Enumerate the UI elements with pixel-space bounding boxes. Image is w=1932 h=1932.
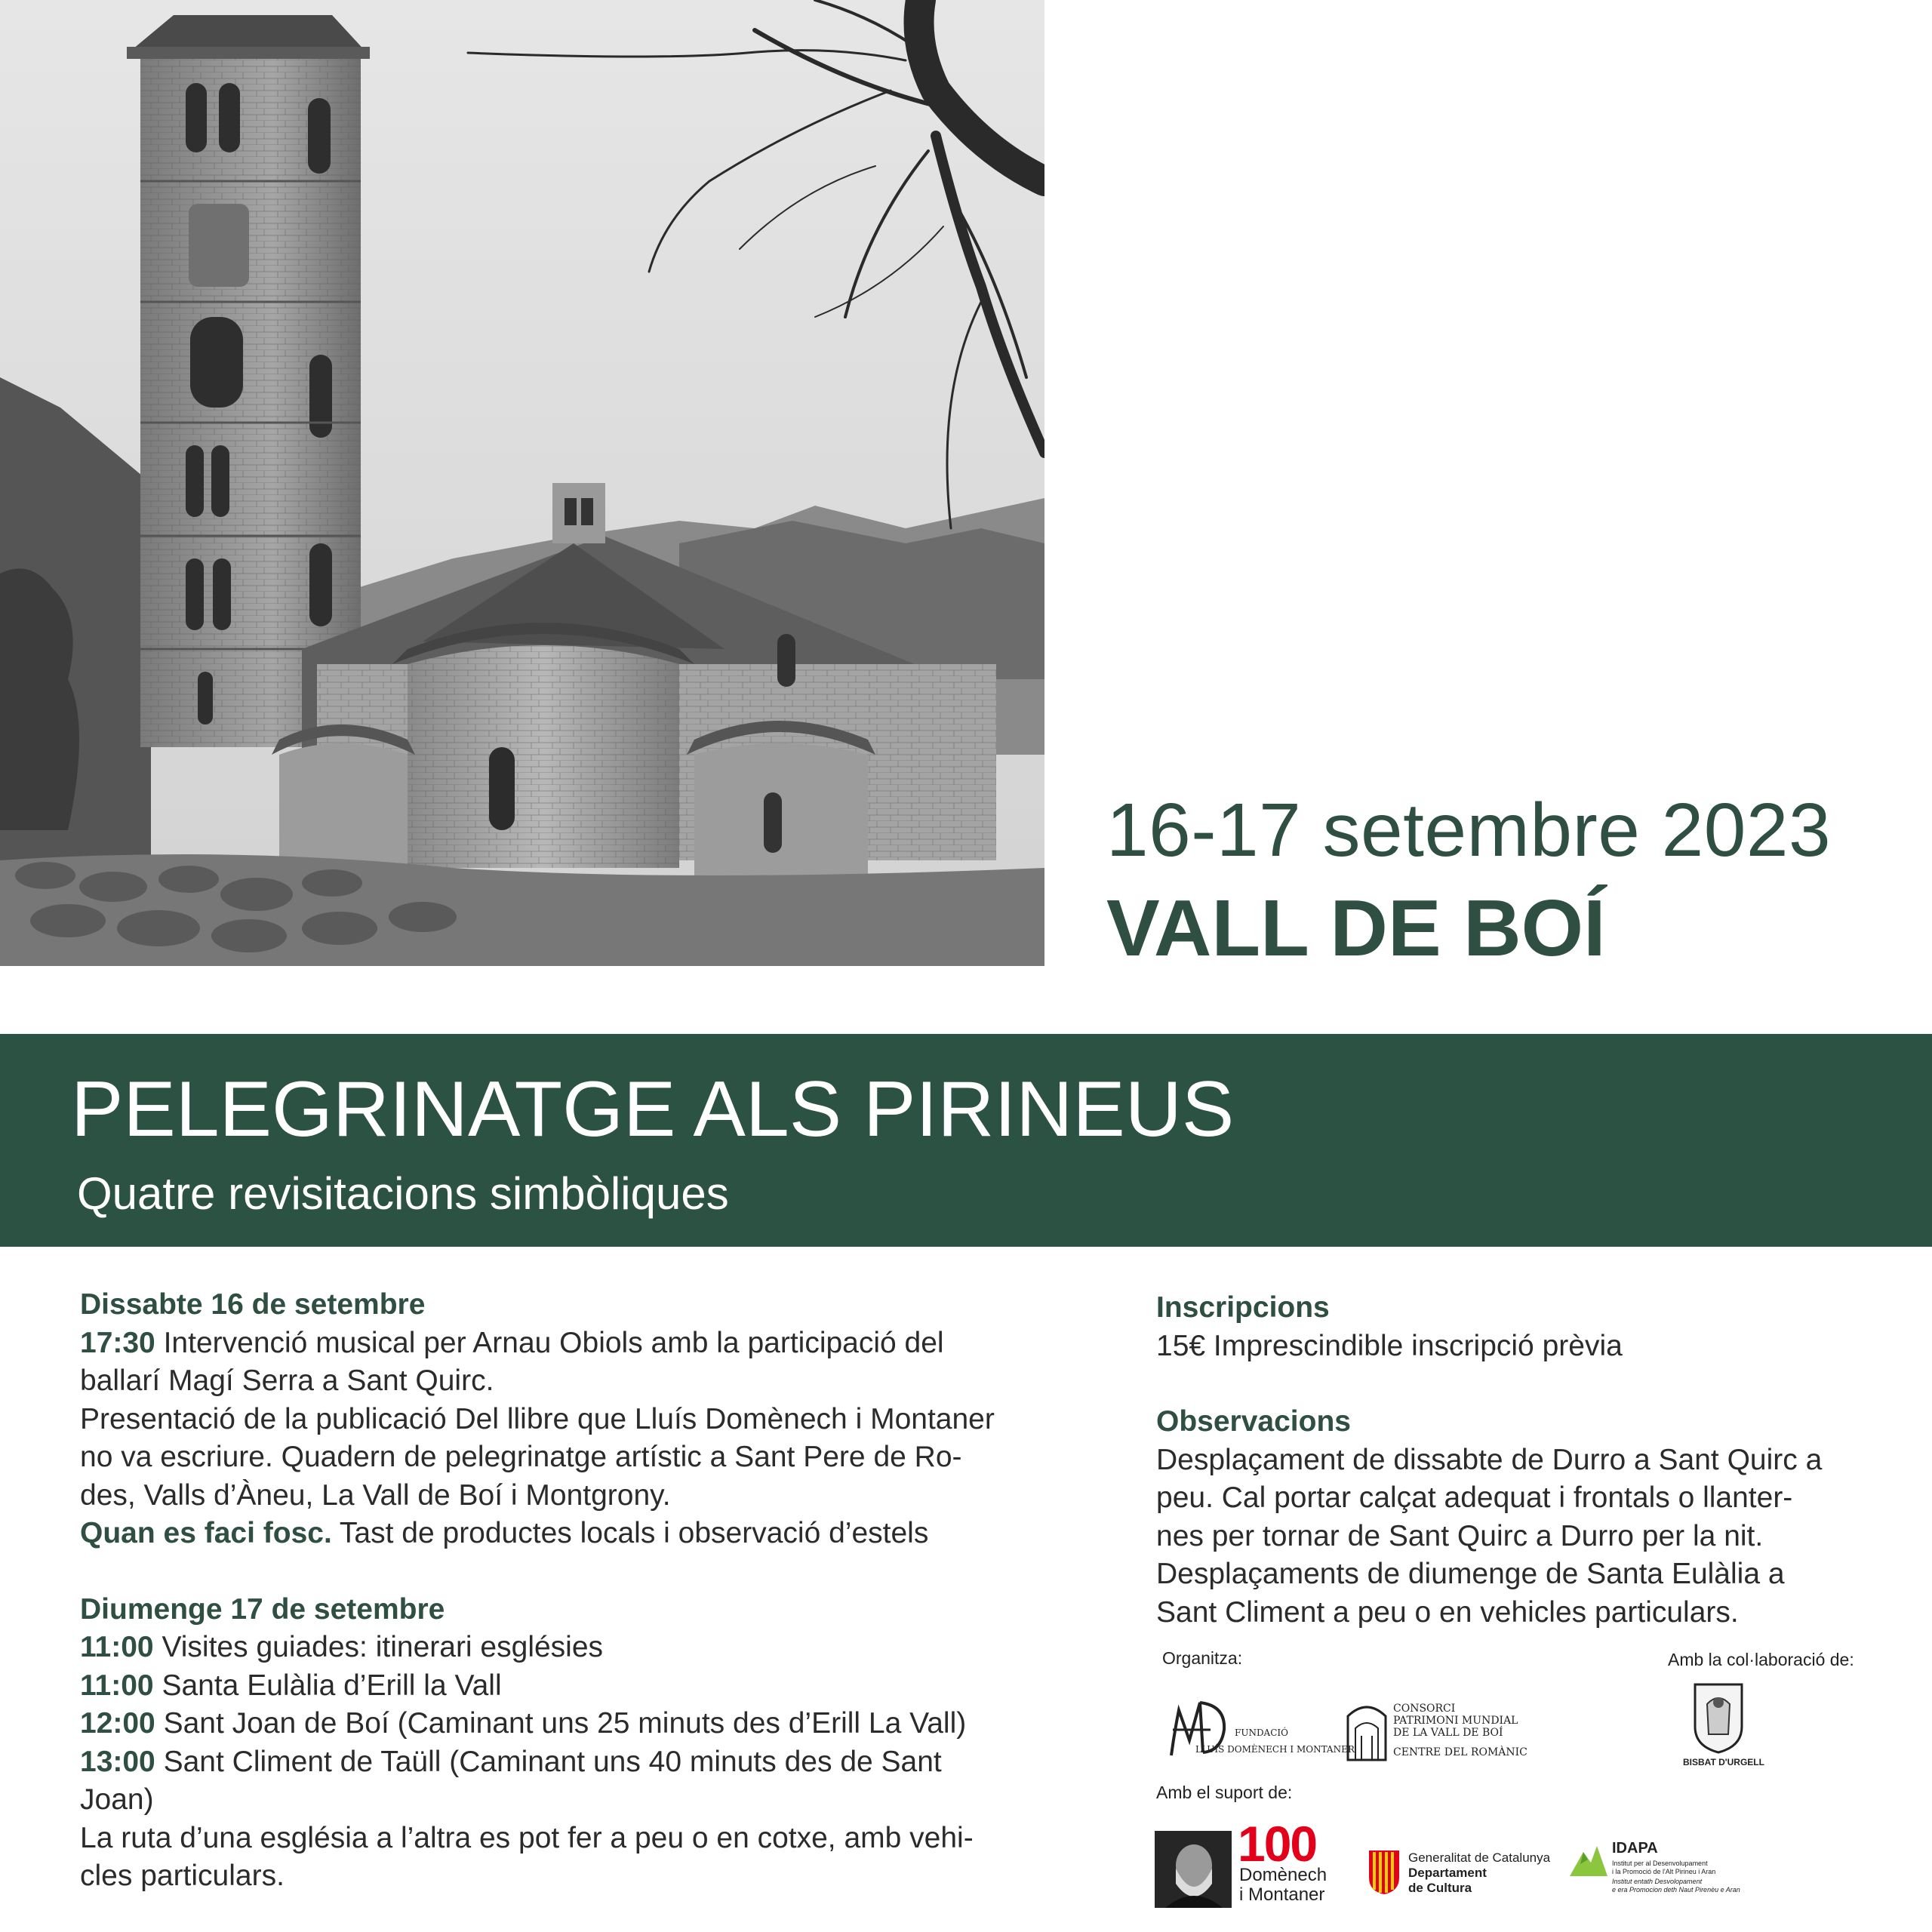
program-time: 11:00 <box>80 1669 154 1702</box>
program-text: Intervenció musical per Arnau Obiols amb la participació del <box>155 1326 944 1359</box>
observation-line: Sant Climent a peu o en vehicles particulars. <box>1156 1595 1739 1629</box>
idapa-line1: Institut per al Desenvolupament <box>1612 1860 1708 1867</box>
program-column <box>80 1286 1091 1896</box>
event-place: VALL DE BOÍ <box>1106 884 1606 973</box>
program-text: ballarí Magí Serra a Sant Quirc. <box>80 1364 494 1397</box>
program-text: Sant Climent de Taüll (Caminant uns 40 minuts des de Sant <box>155 1745 942 1778</box>
program-time: Quan es faci fosc. <box>80 1517 332 1549</box>
bisbat-name: BISBAT D'URGELL <box>1683 1757 1764 1767</box>
generalitat-logo <box>1367 1847 1571 1900</box>
program-text: Joan) <box>80 1783 154 1816</box>
senyera-shield-icon <box>1367 1849 1401 1896</box>
observation-line: Desplaçament de dissabte de Durro a Sant Quirc a <box>1156 1443 1823 1476</box>
consorci-line3: DE LA VALL DE BOÍ <box>1393 1727 1503 1739</box>
generalitat-line2: Departament <box>1408 1866 1487 1880</box>
program-text: Tast de productes locals i observació d’estels <box>331 1517 929 1549</box>
sunday-program <box>80 1629 1091 1896</box>
mountain-icon <box>1570 1841 1607 1876</box>
program-line <box>80 1362 1091 1401</box>
title-banner <box>0 1034 1932 1247</box>
fundacio-logo <box>1165 1687 1355 1763</box>
support-label: Amb el suport de: <box>1156 1783 1293 1802</box>
program-text: no va escriure. Quadern de pelegrinatge artístic a Sant Pere de Ro- <box>80 1441 962 1473</box>
organizes-label: Organitza: <box>1162 1648 1243 1668</box>
sunday-heading: Diumenge 17 de setembre <box>80 1592 445 1626</box>
bisbat-logo <box>1677 1681 1764 1772</box>
observation-line: peu. Cal portar calçat adequat i frontals o llanter- <box>1156 1481 1793 1514</box>
portrait-icon <box>1155 1831 1232 1908</box>
program-text: des, Valls d’Àneu, La Vall de Boí i Montgrony. <box>80 1478 671 1512</box>
program-text: La ruta d’una església a l’altra es pot fer a peu o en cotxe, amb vehi- <box>80 1821 974 1854</box>
program-text: Visites guiades: itinerari esglésies <box>153 1631 604 1663</box>
program-line <box>80 1477 1091 1515</box>
centenary-number: 100 <box>1238 1816 1317 1872</box>
program-line <box>80 1705 1091 1743</box>
program-text: cles particulars. <box>80 1860 285 1892</box>
saturday-heading: Dissabte 16 de setembre <box>80 1288 426 1321</box>
shield-icon <box>1692 1681 1745 1754</box>
program-text: Presentació de la publicació Del llibre que Lluís Domènech i Montaner <box>80 1402 995 1435</box>
inscriptions-heading: Inscripcions <box>1156 1291 1330 1324</box>
program-line <box>80 1515 1091 1553</box>
fundacio-line1: FUNDACIÓ <box>1235 1727 1288 1738</box>
idapa-logo <box>1570 1840 1743 1908</box>
consorci-line2: PATRIMONI MUNDIAL <box>1393 1715 1518 1727</box>
consorci-line1: CONSORCI <box>1393 1703 1456 1715</box>
church-emblem-icon <box>1345 1698 1389 1761</box>
saturday-program <box>80 1324 1091 1553</box>
program-line <box>80 1324 1091 1363</box>
observation-line: nes per tornar de Sant Quirc a Durro per la nit. <box>1156 1519 1764 1552</box>
centenary-logo <box>1155 1816 1358 1909</box>
collaboration-label: Amb la col·laboració de: <box>1668 1650 1854 1669</box>
idapa-line3: Institut entath Desvolopament <box>1612 1878 1703 1885</box>
program-time: 12:00 <box>80 1707 155 1740</box>
idapa-line4: e era Promocion deth Naut Pirenèu e Aran <box>1612 1886 1740 1894</box>
program-line <box>80 1781 1091 1820</box>
observation-line: Desplaçaments de diumenge de Santa Eulàlia a <box>1156 1558 1785 1590</box>
generalitat-line1: Generalitat de Catalunya <box>1408 1850 1551 1865</box>
program-line <box>80 1820 1091 1858</box>
program-text: Santa Eulàlia d’Erill la Vall <box>153 1669 502 1702</box>
centenary-line2: i Montaner <box>1239 1884 1325 1905</box>
program-time: 13:00 <box>80 1745 155 1778</box>
consorci-logo <box>1345 1698 1527 1766</box>
consorci-line4: CENTRE DEL ROMÀNIC <box>1393 1746 1527 1758</box>
event-dates: 16-17 setembre 2023 <box>1106 788 1832 872</box>
centenary-line1: Domènech <box>1239 1865 1327 1885</box>
program-line <box>80 1743 1091 1782</box>
observations-heading: Observacions <box>1156 1405 1351 1438</box>
program-line <box>80 1401 1091 1439</box>
banner-subtitle: Quatre revisitacions simbòliques <box>77 1168 729 1219</box>
program-line <box>80 1629 1091 1667</box>
banner-title: PELEGRINATGE ALS PIRINEUS <box>71 1066 1235 1153</box>
program-line <box>80 1438 1091 1477</box>
program-line <box>80 1667 1091 1706</box>
inscriptions-text: 15€ Imprescindible inscripció prèvia <box>1156 1329 1623 1362</box>
program-line <box>80 1857 1091 1896</box>
church-photo <box>0 0 1044 966</box>
idapa-name: IDAPA <box>1612 1840 1658 1857</box>
fundacio-line2: LLUÍS DOMÈNECH I MONTANER <box>1195 1744 1355 1755</box>
program-time: 17:30 <box>80 1326 155 1359</box>
event-date-block <box>1106 785 1831 974</box>
program-time: 11:00 <box>80 1631 154 1663</box>
generalitat-line3: de Cultura <box>1408 1881 1472 1895</box>
idapa-line2: i la Promoció de l'Alt Pirineu i Aran <box>1612 1868 1716 1875</box>
info-column <box>1156 1289 1881 1632</box>
program-text: Sant Joan de Boí (Caminant uns 25 minuts des d’Erill La Vall) <box>155 1707 967 1740</box>
